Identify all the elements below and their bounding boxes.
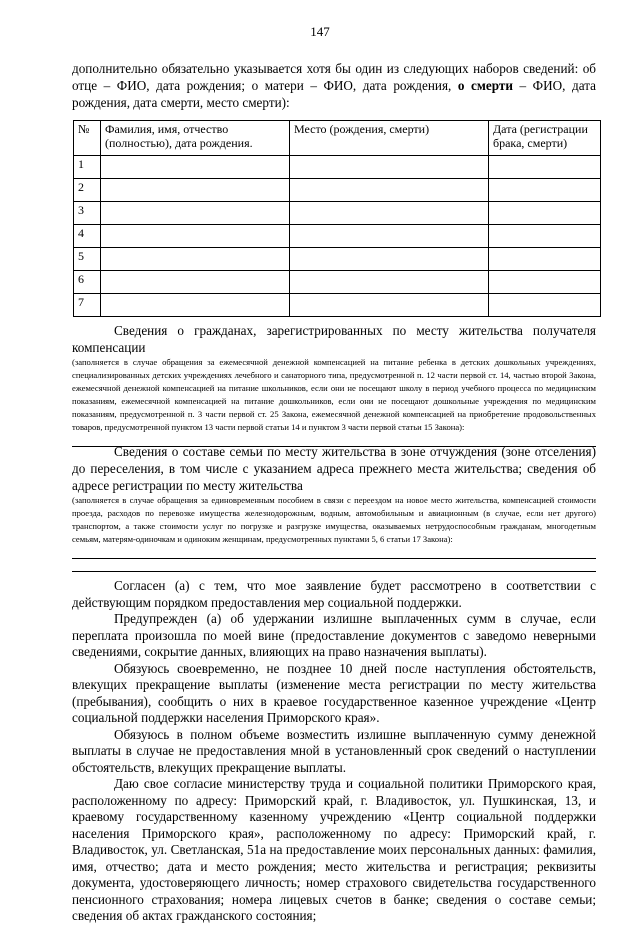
intro-text: дополнительно обязательно указывается хотя бы один из следующих наборов сведений: об отце – ФИО, дата рождения; о матери – ФИО, дата рождения,: [72, 61, 596, 93]
header-place: Место (рождения, смерти): [290, 121, 489, 156]
table-row: [74, 248, 601, 271]
family-table: [73, 120, 601, 317]
name-cell[interactable]: [101, 294, 290, 317]
row-number: 6: [74, 271, 101, 294]
table-row: [74, 202, 601, 225]
place-cell[interactable]: [290, 179, 489, 202]
registered-citizens-lead: [72, 322, 596, 356]
name-cell[interactable]: [101, 225, 290, 248]
family-composition-lead: [72, 443, 596, 494]
registered-citizens-title: Сведения о гражданах, зарегистрированных по месту жительства получателя компенсации: [72, 323, 596, 355]
consent-paragraph: Согласен (а) с тем, что мое заявление будет рассмотрено в соответствии с действующим порядком предоставления мер социальной поддержки.: [72, 578, 596, 610]
declarations: [72, 578, 596, 925]
name-cell[interactable]: [101, 271, 290, 294]
place-cell[interactable]: [290, 202, 489, 225]
row-number: 2: [74, 179, 101, 202]
row-number: 3: [74, 202, 101, 225]
date-cell[interactable]: [489, 179, 601, 202]
family-composition-section: [72, 443, 596, 572]
intro-paragraph: [72, 60, 596, 111]
date-cell[interactable]: [489, 156, 601, 179]
header-number: №: [74, 121, 101, 156]
date-cell[interactable]: [489, 202, 601, 225]
overpayment-warning-paragraph: Предупрежден (а) об удержании излишне выплаченных сумм в случае, если переплата произошла по моей вине (предоставление документов с заведомо неверными сведениями, сокрытие данных, влияющих на право назначения выплаты).: [72, 611, 596, 659]
page-number: 147: [310, 24, 330, 39]
intro-text-end: – ФИО, дата рождения, дата смерти, место смерти):: [72, 78, 596, 110]
name-cell[interactable]: [101, 179, 290, 202]
personal-data-consent-paragraph: Даю свое согласие министерству труда и социальной политики Приморского края, расположенному по адресу: Приморский край, г. Владивосток, ул. Пушкинская, 13, и краевому государственному казенному учреждению «Центр социальной поддержки населения Приморского края», расположенному по адресу: Приморский край, г. Владивосток, ул. Светланская, 51а на предоставление моих персональных данных: фамилия, имя, отчество; дата и место рождения; место жительства и регистрация; реквизиты документа, удостоверяющего личность; номер страхового свидетельства государственного пенсионного страхования; номера лицевых счетов в банке; сведения о составе семьи; сведения об актах гражданского состояния;: [72, 776, 596, 923]
name-cell[interactable]: [101, 248, 290, 271]
place-cell[interactable]: [290, 156, 489, 179]
table-row: [74, 156, 601, 179]
reimbursement-obligation-paragraph: Обязуюсь в полном объеме возместить излишне выплаченную сумму денежной выплаты в случае не предоставления мной в установленный срок сведений о наступлении обстоятельств, влекущих прекращение выплаты.: [72, 726, 596, 775]
table-row: [74, 271, 601, 294]
row-number: 7: [74, 294, 101, 317]
table-row: [74, 179, 601, 202]
family-composition-fill-line[interactable]: [72, 546, 596, 559]
table-row: [74, 225, 601, 248]
row-number: 5: [74, 248, 101, 271]
name-cell[interactable]: [101, 156, 290, 179]
family-composition-title: Сведения о составе семьи по месту жительства в зоне отчуждения (зоне отселения) до переселения, в том числе с указанием адреса прежнего места жительства; сведения об адресе регистрации по месту жительства: [72, 444, 596, 493]
header-full-name: Фамилия, имя, отчество (полностью), дата рождения.: [101, 121, 290, 156]
place-cell[interactable]: [290, 248, 489, 271]
notification-obligation-paragraph: Обязуюсь своевременно, не позднее 10 дней после наступления обстоятельств, влекущих прекращение выплаты (изменение места регистрации по месту жительства (пребывания), сообщить о них в краевое государственное казенное учреждение «Центр социальной поддержки населения Приморского края».: [72, 660, 596, 725]
date-cell[interactable]: [489, 248, 601, 271]
header-date: Дата (регистрации брака, смерти): [489, 121, 601, 156]
place-cell[interactable]: [290, 271, 489, 294]
family-composition-note: (заполняется в случае обращения за единовременным пособием в связи с переездом на новое место жительства, компенсацией стоимости проезда, расходов по перевозке имущества железнодорожным, водным, автомобильным и авиационным (в случае, если нет другого) транспортом, а также стоимости услуг по погрузке и разгрузке имущества, оказываемых нетрудоспособным гражданам, многодетным семьям, матерям-одиночкам и одиноким женщинам, предусмотренных пунктами 5, 6 статьи 17 Закона):: [72, 495, 596, 544]
table-header-row: [74, 121, 601, 156]
row-number: 4: [74, 225, 101, 248]
date-cell[interactable]: [489, 225, 601, 248]
row-number: 1: [74, 156, 101, 179]
place-cell[interactable]: [290, 294, 489, 317]
registered-citizens-note: (заполняется в случае обращения за ежемесячной денежной компенсацией на питание ребенка в детских дошкольных учреждениях, специализированных детских учреждениях лечебного и санаторного типа, предусмотренной п. 12 части первой ст. 14, частью второй Закона, ежемесячной денежной компенсацией на питание школьников, если они не посещают школу в период учебного процесса по медицинским показаниям, ежемесячной компенсацией на питание дошкольников, если они не посещают дошкольные учреждения по медицинским показаниям, предусмотренной п. 3 части первой ст. 25 Закона, ежемесячной денежной компенсацией на приобретение продовольственных товаров, предусмотренной пунктом 13 части первой статьи 14 и пунктом 3 части первой статьи 15 Закона):: [72, 357, 596, 432]
family-composition-fill-line[interactable]: [72, 559, 596, 572]
intro-bold-term: о смерти: [457, 78, 513, 93]
place-cell[interactable]: [290, 225, 489, 248]
name-cell[interactable]: [101, 202, 290, 225]
date-cell[interactable]: [489, 294, 601, 317]
date-cell[interactable]: [489, 271, 601, 294]
table-row: [74, 294, 601, 317]
registered-citizens-section: [72, 322, 596, 447]
